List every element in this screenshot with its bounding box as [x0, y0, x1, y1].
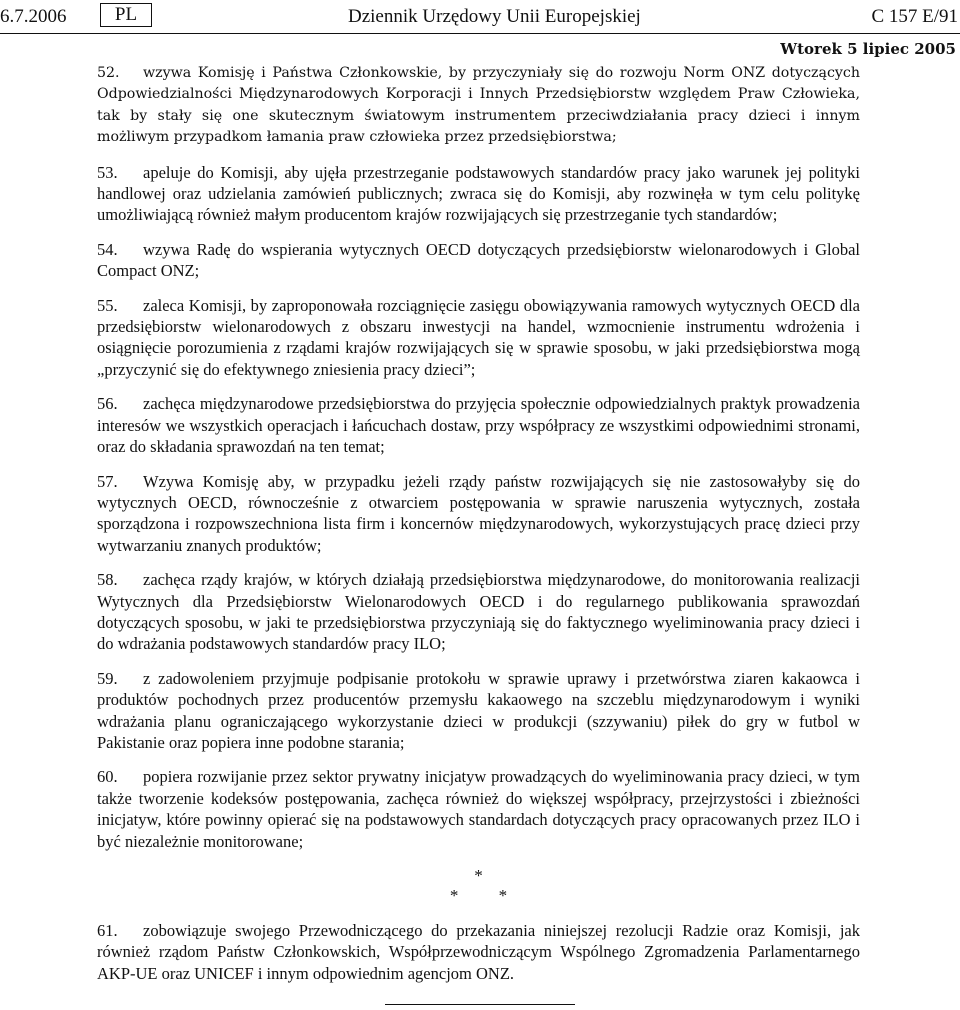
paragraph-number: 58. [97, 570, 118, 590]
paragraph-number: 61. [97, 921, 118, 940]
sitting-date: Wtorek 5 lipiec 2005 [780, 40, 956, 58]
separator-star-left: * [449, 886, 459, 905]
separator-star-right: * [498, 886, 508, 905]
paragraph-text: Wzywa Komisję aby, w przypadku jeżeli rządy państw rozwijających się nie zastosowałyby się do wytycznych OECD, równocześnie z otwarciem postępowania w sprawie naruszenia wytycznych, została sporządzona i rozpowszechniona lista firm i koncernów międzynarodowych, wykorzystujących pracę dzieci przy wytwarzaniu znanych produktów; [97, 471, 860, 555]
paragraph-number: 60. [97, 767, 118, 787]
page-header [0, 0, 960, 30]
paragraph-text: zaleca Komisji, by zaproponowała rozciągnięcie zasięgu obowiązywania ramowych wytycznych OECD dla przedsiębiorstw wielonarodowych z obszaru inwestycji na handel, wzmocnienie instrumentu wdrożenia i osiągnięcie porozumienia z rządami krajów rozwijających się w sprawie sposobu, w jaki przedsiębiorstwa mogą „przyczynić się do efektywnego zniesienia pracy dzieci”; [97, 295, 860, 379]
paragraph-text: apeluje do Komisji, aby ujęła przestrzeganie podstawowych standardów pracy jako warunek jej polityki handlowej oraz udzielania zamówień publicznych; zwraca się do Komisji, aby rozwinęła w tym celu politykę umożliwiającą również małym producentom krajów rozwijających się przestrzeganie tych standardów; [97, 162, 860, 225]
paragraph-54 [97, 239, 860, 282]
journal-reference: C 157 E/91 [871, 6, 958, 27]
paragraph-number: 55. [97, 295, 118, 315]
paragraph-number: 52. [97, 65, 120, 81]
paragraph-text: zobowiązuje swojego Przewodniczącego do przekazania niniejszej rezolucji Radzie oraz Komisji, jak również rządom Państw Członkowskich, Współprzewodniczącym Wspólnego Zgromadzenia Parlamentarnego AKP-UE oraz UNICEF i innym odpowiednim agencjom ONZ. [97, 921, 860, 983]
publication-date: 6.7.2006 [0, 6, 67, 27]
language-box: PL [100, 3, 152, 27]
paragraph-number: 56. [97, 394, 118, 414]
paragraph-58 [97, 569, 860, 655]
paragraph-text: zachęca rządy krajów, w których działają przedsiębiorstwa międzynarodowe, do monitorowania realizacji Wytycznych dla Przedsiębiorstw Wielonarodowych OECD i do regularnego publikowania sprawozdań dotyczących sposobu, w jaki te przedsiębiorstwa przyczyniają się do faktycznego wyeliminowania pracy dzieci i do wdrażania podstawowych standardów pracy ILO; [97, 570, 860, 654]
paragraph-text: wzywa Komisję i Państwa Członkowskie, by przyczyniały się do rozwoju Norm ONZ dotyczących Odpowiedzialności Międzynarodowych Korporacji i Innych Przedsiębiorstw względem Praw Człowieka, tak by stały się one skutecznym światowym instrumentem przeciwdziałania pracy dzieci i innym możliwym przypadkom łamania praw człowieka przez przedsiębiorstwa; [97, 65, 860, 146]
paragraph-52 [97, 63, 860, 149]
journal-title: Dziennik Urzędowy Unii Europejskiej [348, 6, 641, 27]
header-rule [0, 33, 960, 34]
paragraph-61 [97, 920, 860, 984]
paragraph-56 [97, 393, 860, 457]
section-separator [97, 866, 860, 906]
end-rule [385, 1004, 575, 1005]
separator-star-top: * [474, 866, 483, 885]
paragraph-number: 59. [97, 668, 118, 688]
paragraph-57 [97, 471, 860, 557]
paragraph-59 [97, 668, 860, 754]
document-body [97, 63, 860, 997]
paragraph-number: 54. [97, 239, 118, 259]
paragraph-55 [97, 295, 860, 381]
paragraph-text: z zadowoleniem przyjmuje podpisanie protokołu w sprawie uprawy i przetwórstwa ziaren kakaowca i produktów pochodnych przez producentów przemysłu kakaowego na szczeblu międzynarodowym i wyniki wdrażania planu ograniczającego wykorzystanie dzieci w produkcji (szzywaniu) piłek do gry w futbol w Pakistanie oraz popiera inne podobne starania; [97, 668, 860, 752]
paragraph-60 [97, 766, 860, 852]
paragraph-number: 57. [97, 471, 118, 491]
paragraph-text: zachęca międzynarodowe przedsiębiorstwa do przyjęcia społecznie odpowiedzialnych praktyk prowadzenia interesów we wszystkich operacjach i łańcuchach dostaw, przy współpracy ze wszystkimi odpowiednimi stronami, oraz do składania sprawozdań na ten temat; [97, 394, 860, 457]
paragraph-53 [97, 162, 860, 226]
paragraph-number: 53. [97, 162, 118, 182]
paragraph-text: wzywa Radę do wspierania wytycznych OECD dotyczących przedsiębiorstw wielonarodowych i Global Compact ONZ; [97, 239, 860, 281]
paragraph-text: popiera rozwijanie przez sektor prywatny inicjatyw prowadzących do wyeliminowania pracy dzieci, w tym także tworzenie kodeksów postępowania, zachęca również do większej współpracy, przejrzystości i zbieżności inicjatyw, które powinny opierać się na podstawowych standardach dotyczących pracy opracowanych przez ILO i być niezależnie monitorowane; [97, 767, 860, 851]
